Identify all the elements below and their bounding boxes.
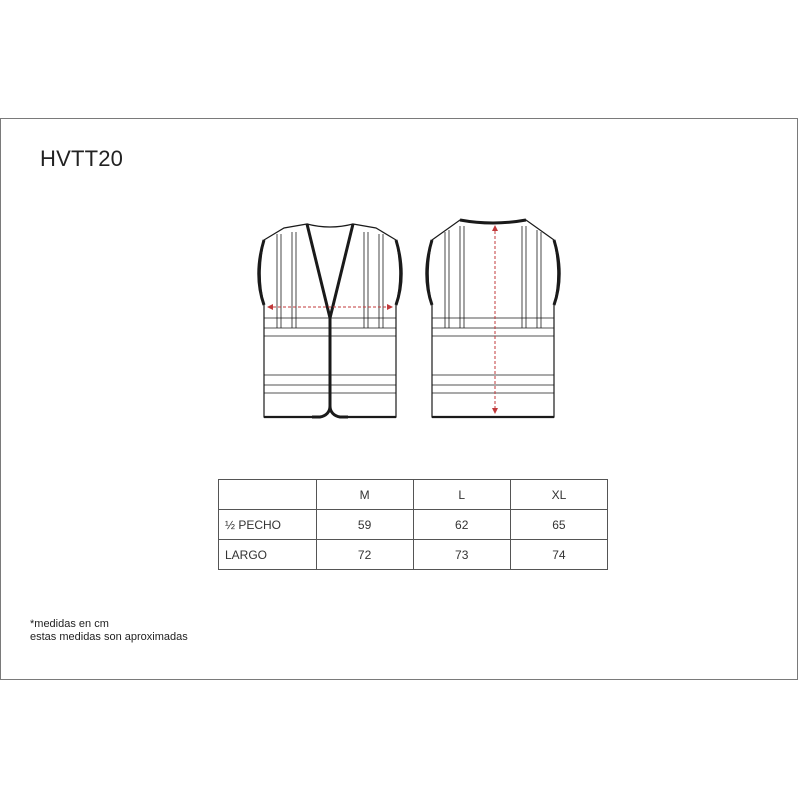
- size-column-header: XL: [510, 480, 607, 510]
- units-note: *medidas en cm: [30, 618, 109, 630]
- table-row: [219, 510, 608, 540]
- measurement-notes: [30, 618, 188, 644]
- product-code-title: HVTT20: [40, 146, 124, 171]
- approximate-note: estas medidas son aproximadas: [30, 631, 188, 643]
- size-column-header: L: [413, 480, 510, 510]
- table-cell: 65: [510, 510, 607, 540]
- vest-back-view: [427, 220, 560, 417]
- table-cell: 74: [510, 540, 607, 570]
- table-cell: 72: [316, 540, 413, 570]
- row-label: LARGO: [219, 540, 317, 570]
- size-column-header: M: [316, 480, 413, 510]
- vest-illustration: [250, 210, 580, 425]
- vest-front-view: [259, 224, 402, 417]
- table-row: [219, 540, 608, 570]
- size-table-header-row: [219, 480, 608, 510]
- size-table: [218, 479, 608, 570]
- table-cell: 73: [413, 540, 510, 570]
- size-table-corner: [219, 480, 317, 510]
- table-cell: 59: [316, 510, 413, 540]
- row-label: ½ PECHO: [219, 510, 317, 540]
- table-cell: 62: [413, 510, 510, 540]
